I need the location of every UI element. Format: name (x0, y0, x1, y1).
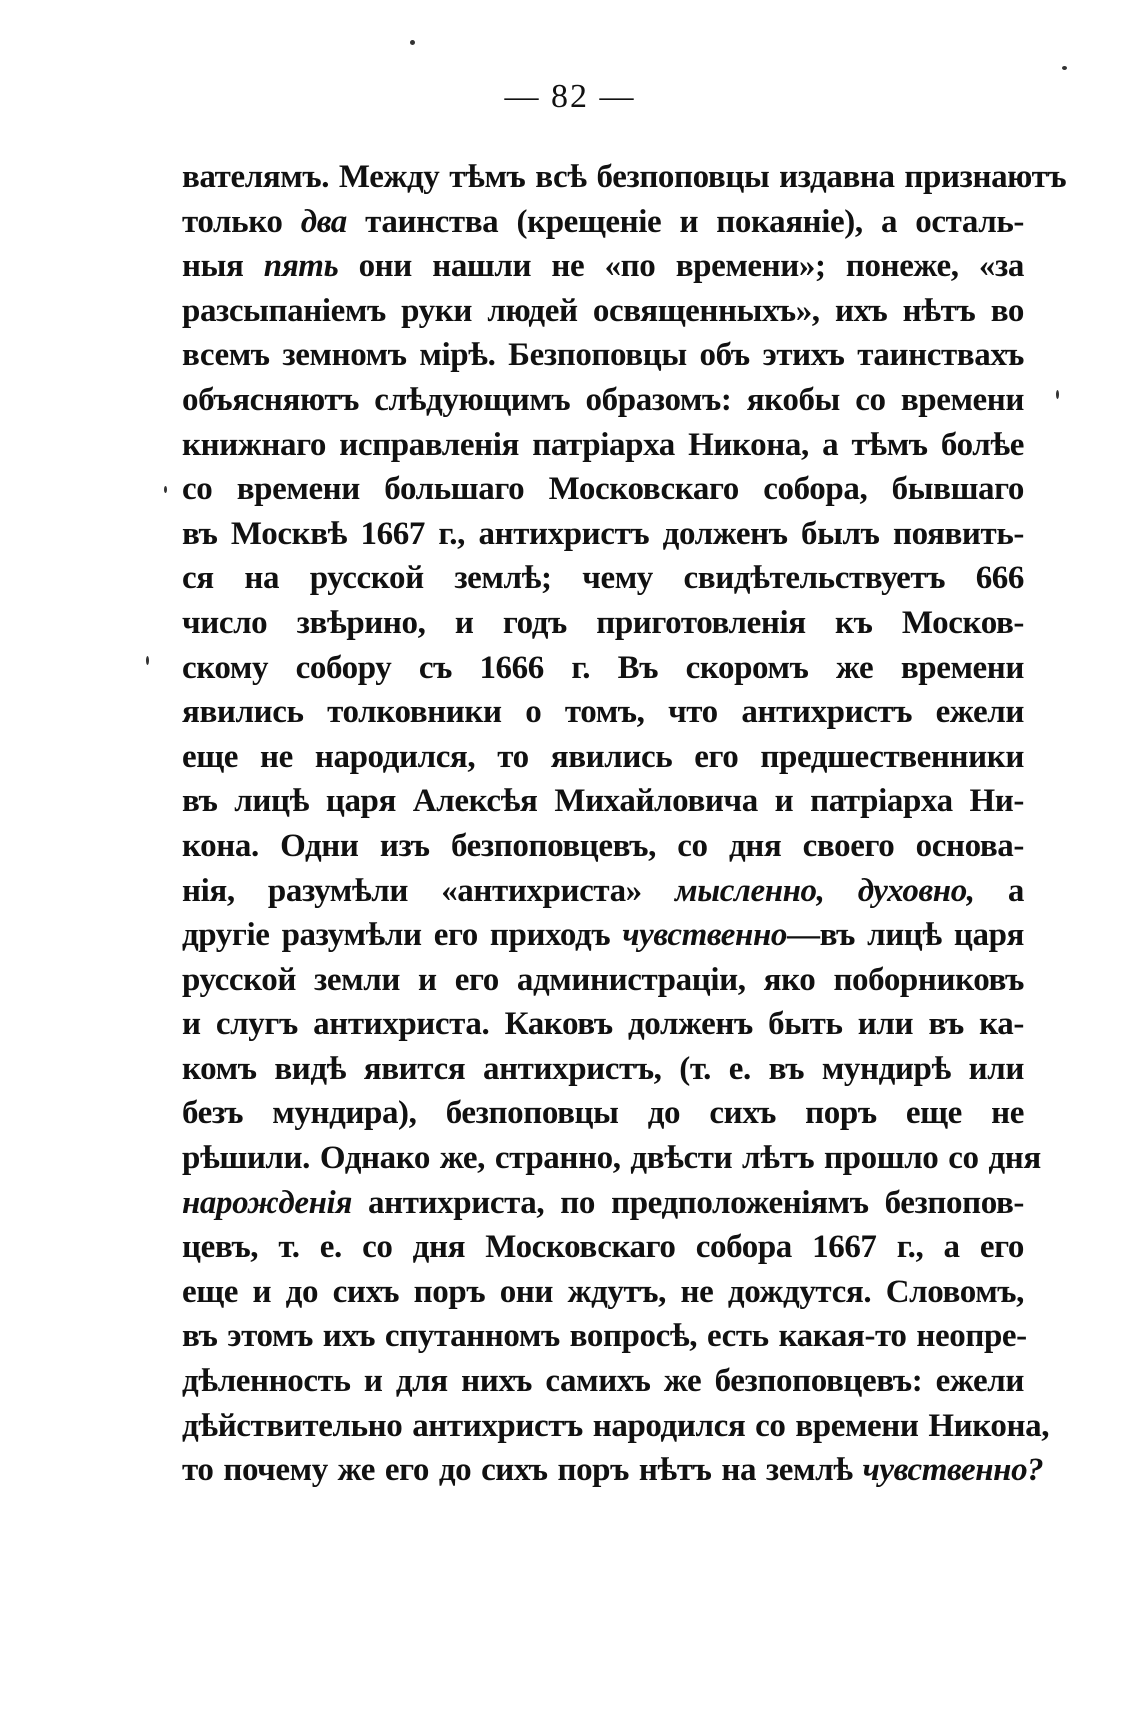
text-segment: явились толковники о томъ, что антихристъ ежели (182, 694, 1024, 731)
text-line (182, 244, 1024, 289)
text-line (182, 1047, 1024, 1092)
italic-phrase: чувственно (622, 917, 787, 954)
text-line (182, 1270, 1024, 1315)
text-segment: рѣшили. Однако же, странно, двѣсти лѣтъ прошло со дня (182, 1140, 1041, 1177)
text-line (182, 512, 1024, 557)
text-line (182, 690, 1024, 735)
text-segment: и слугъ антихриста. Каковъ долженъ быть или въ ка- (182, 1006, 1024, 1043)
scan-speck (410, 40, 415, 45)
text-line (182, 958, 1024, 1003)
text-line (182, 646, 1024, 691)
text-line (182, 289, 1024, 334)
text-line (182, 1359, 1024, 1404)
text-line (182, 1448, 1044, 1493)
text-segment: со времени большаго Московскаго собора, бывшаго (182, 471, 1024, 508)
text-segment: цевъ, т. е. со дня Московскаго собора 1667 г., а его (182, 1229, 1024, 1266)
italic-phrase: мысленно, духовно, (674, 872, 975, 909)
text-line (182, 1404, 1050, 1449)
text-line (182, 735, 1024, 780)
text-segment: другіе разумѣли его приходъ (182, 917, 623, 954)
text-line (182, 1225, 1024, 1270)
text-segment: —въ лицѣ царя (786, 917, 1024, 954)
italic-phrase: нарожденія (182, 1184, 352, 1221)
text-segment: комъ видѣ явится антихристъ, (т. е. въ мундирѣ или (182, 1050, 1024, 1087)
text-segment: число звѣрино, и годъ приготовленія къ Москов- (182, 604, 1024, 641)
text-line (182, 1002, 1024, 1047)
text-segment: нія, разумѣли «антихриста» (182, 872, 675, 909)
scan-speck (1056, 390, 1059, 399)
text-segment: русской земли и его администраціи, яко поборниковъ (182, 961, 1024, 998)
text-line (182, 467, 1024, 512)
scan-speck (164, 486, 167, 493)
text-segment: а (974, 872, 1024, 909)
text-segment: дѣйствительно антихристъ народился со времени Никона, (182, 1407, 1050, 1444)
text-segment: въ лицѣ царя Алексѣя Михайловича и патріарха Ни- (182, 783, 1024, 820)
scan-speck (146, 656, 149, 665)
text-line (182, 423, 1024, 468)
scan-speck (1062, 66, 1067, 70)
text-line (182, 378, 1024, 423)
text-segment: всемъ земномъ мірѣ. Безпоповцы объ этихъ таинствахъ (182, 337, 1024, 374)
text-segment: ся на русской землѣ; чему свидѣтельствуетъ 666 (182, 560, 1024, 597)
text-line (182, 913, 1024, 958)
text-line (182, 601, 1024, 646)
text-line (182, 1091, 1024, 1136)
text-line (182, 1314, 1027, 1359)
text-segment: еще и до сихъ поръ они ждутъ, не дождутся. Словомъ, (182, 1273, 1024, 1310)
text-segment: только (182, 203, 301, 240)
text-segment: еще не народился, то явились его предшественники (182, 738, 1024, 775)
text-line (182, 333, 1024, 378)
text-line (182, 1181, 1024, 1226)
text-segment: вателямъ. Между тѣмъ всѣ безпоповцы издавна признаютъ (182, 159, 1067, 195)
italic-phrase: два (300, 203, 347, 240)
text-segment: разсыпаніемъ руки людей освященныхъ», ихъ нѣтъ во (182, 292, 1024, 329)
text-line (182, 824, 1024, 869)
page-number: — 82 — (504, 78, 636, 115)
text-line (182, 779, 1024, 824)
text-segment: объясняютъ слѣдующимъ образомъ: якобы со времени (182, 381, 1024, 418)
text-line (182, 155, 1067, 200)
text-segment: таинства (крещеніе и покаяніе), а осталь- (346, 203, 1024, 240)
text-segment: дѣленность и для нихъ самихъ же безпоповцевъ: ежели (182, 1363, 1024, 1400)
text-line (182, 200, 1024, 245)
text-segment: антихриста, по предположеніямъ безпопов- (351, 1184, 1024, 1221)
body-text (182, 155, 1067, 1493)
text-line (182, 556, 1024, 601)
text-segment: въ Москвѣ 1667 г., антихристъ долженъ былъ появить- (182, 515, 1024, 552)
text-segment: они нашли не «по времени»; понеже, «за (338, 248, 1024, 285)
text-segment: скому собору съ 1666 г. Въ скоромъ же времени (182, 649, 1024, 686)
italic-phrase: пять (263, 248, 339, 285)
italic-phrase: чувственно? (862, 1452, 1044, 1489)
text-segment: то почему же его до сихъ поръ нѣтъ на землѣ (182, 1452, 863, 1489)
text-segment: кона. Одни изъ безпоповцевъ, со дня своего основа- (182, 827, 1024, 864)
text-segment: безъ мундира), безпоповцы до сихъ поръ еще не (182, 1095, 1024, 1132)
text-segment: ныя (182, 248, 264, 285)
text-segment: въ этомъ ихъ спутанномъ вопросѣ, есть какая-то неопре- (182, 1318, 1027, 1355)
text-line (182, 1136, 1041, 1181)
text-segment: книжнаго исправленія патріарха Никона, а тѣмъ болѣе (182, 426, 1024, 463)
text-line (182, 869, 1024, 914)
